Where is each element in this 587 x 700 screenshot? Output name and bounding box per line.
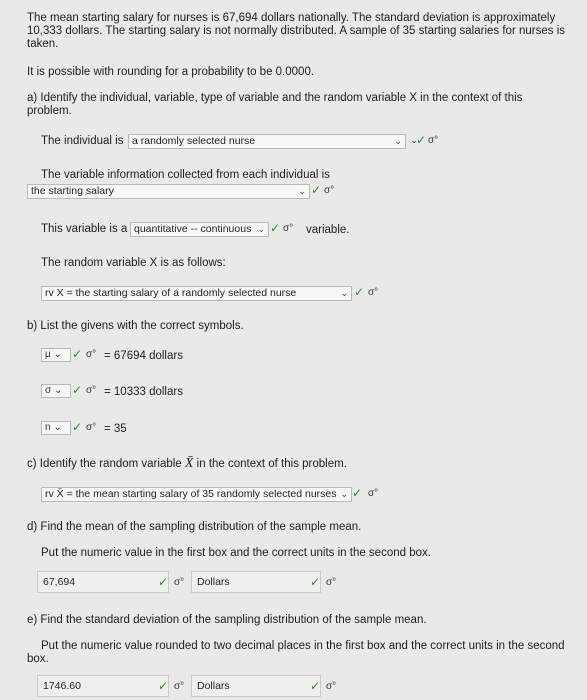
part-a-question-2: problem. <box>27 105 72 117</box>
mu-symbol: μ <box>45 349 51 360</box>
intro-line-1: The mean starting salary for nurses is 67,694 dollars nationally. The standard deviation is approximately <box>27 12 556 24</box>
type-label: This variable is a <box>41 223 128 235</box>
sigma-icon[interactable]: σ° <box>174 681 185 692</box>
sigma-icon[interactable]: σ° <box>326 577 337 588</box>
mean-numeric-value: 67,694 <box>43 576 76 588</box>
part-c-question-pre: c) Identify the random variable <box>27 458 182 470</box>
sd-numeric-value: 1746.60 <box>43 680 81 692</box>
part-e-instruction-1: Put the numeric value rounded to two decimal places in the first box and the correct units in the second <box>41 640 565 652</box>
part-d-question: d) Find the mean of the sampling distribution of the sample mean. <box>27 521 362 533</box>
x-bar-symbol: X̄ <box>184 456 194 471</box>
check-icon: ✓ <box>72 420 83 434</box>
sigma-icon[interactable]: σ° <box>368 287 379 298</box>
type-suffix: variable. <box>306 224 350 236</box>
mean-units-value: Dollars <box>197 576 230 588</box>
check-icon: ✓ <box>416 133 427 147</box>
sd-numeric-input[interactable] <box>37 675 169 697</box>
variable-dropdown[interactable] <box>27 184 310 199</box>
sigma-icon[interactable]: σ° <box>368 488 379 499</box>
rounding-note: It is possible with rounding for a probability to be 0.0000. <box>27 66 315 78</box>
sigma-icon[interactable]: σ° <box>174 577 185 588</box>
sigma-icon[interactable]: σ° <box>86 349 97 360</box>
mu-symbol-dropdown[interactable] <box>41 348 71 362</box>
sigma-icon[interactable]: σ° <box>86 422 97 433</box>
part-c-question <box>27 457 347 471</box>
intro-line-2: 10,333 dollars. The starting salary is not normally distributed. A sample of 35 starting salaries for nurses is <box>27 25 565 37</box>
sigma-symbol: σ <box>45 385 52 396</box>
n-symbol-dropdown[interactable] <box>41 421 71 435</box>
sigma-given-value: = 10333 dollars <box>104 386 183 398</box>
check-icon: ✓ <box>310 679 321 693</box>
check-icon: ✓ <box>72 383 83 397</box>
rv-dropdown-value: rv X = the starting salary of a randomly selected nurse <box>45 287 297 299</box>
chevron-down-icon: ⌄ <box>410 135 418 145</box>
variable-label: The variable information collected from each individual is <box>41 169 330 181</box>
check-icon: ✓ <box>311 183 322 197</box>
variable-dropdown-value: the starting salary <box>31 185 114 197</box>
sigma-icon[interactable]: σ° <box>86 385 97 396</box>
n-symbol: n <box>45 422 51 433</box>
check-icon: ✓ <box>270 221 281 235</box>
sd-units-input[interactable] <box>191 675 321 697</box>
sigma-icon[interactable]: σ° <box>326 681 337 692</box>
sigma-icon[interactable]: σ° <box>283 223 294 234</box>
chevron-down-icon: ⌄ <box>394 136 402 146</box>
part-c-question-post: in the context of this problem. <box>196 458 347 470</box>
part-b-question: b) List the givens with the correct symbols. <box>27 320 244 332</box>
check-icon: ✓ <box>352 486 363 500</box>
chevron-down-icon: ⌄ <box>53 422 62 433</box>
sigma-icon[interactable]: σ° <box>324 185 335 196</box>
chevron-down-icon: ⌄ <box>53 385 63 396</box>
xbar-dropdown-value: rv X̄ = the mean starting salary of 35 randomly selected nurses <box>45 488 337 500</box>
rv-label: The random variable X is as follows: <box>41 257 226 269</box>
part-d-instruction: Put the numeric value in the first box and the correct units in the second box. <box>41 547 431 559</box>
n-given-value: = 35 <box>104 423 127 435</box>
part-e-question: e) Find the standard deviation of the sampling distribution of the sample mean. <box>27 614 427 626</box>
chevron-down-icon: ⌄ <box>298 186 306 196</box>
sigma-symbol-dropdown[interactable] <box>41 384 71 398</box>
check-icon: ✓ <box>72 347 83 361</box>
mu-given-value: = 67694 dollars <box>104 350 183 362</box>
rv-dropdown[interactable] <box>41 286 352 301</box>
mean-units-input[interactable] <box>191 571 321 593</box>
individual-dropdown[interactable] <box>128 134 406 149</box>
check-icon: ✓ <box>158 679 169 693</box>
chevron-down-icon: ⌄ <box>257 224 265 234</box>
chevron-down-icon: ⌄ <box>340 489 348 499</box>
mean-numeric-input[interactable] <box>37 571 169 593</box>
check-icon: ✓ <box>158 575 169 589</box>
type-dropdown[interactable] <box>130 222 269 237</box>
sd-units-value: Dollars <box>197 680 230 692</box>
part-a-question-1: a) Identify the individual, variable, type of variable and the random variable X in the context of this <box>27 92 523 104</box>
individual-label: The individual is <box>41 135 124 147</box>
chevron-down-icon: ⌄ <box>53 349 62 360</box>
check-icon: ✓ <box>310 575 321 589</box>
xbar-dropdown[interactable] <box>41 487 352 502</box>
type-dropdown-value: quantitative -- continuous <box>134 223 252 235</box>
part-e-instruction-2: box. <box>27 653 49 665</box>
check-icon: ✓ <box>354 285 365 299</box>
chevron-down-icon: ⌄ <box>340 288 348 298</box>
sigma-icon[interactable]: σ° <box>428 135 439 146</box>
individual-dropdown-value: a randomly selected nurse <box>132 135 256 147</box>
intro-line-3: taken. <box>27 38 59 50</box>
